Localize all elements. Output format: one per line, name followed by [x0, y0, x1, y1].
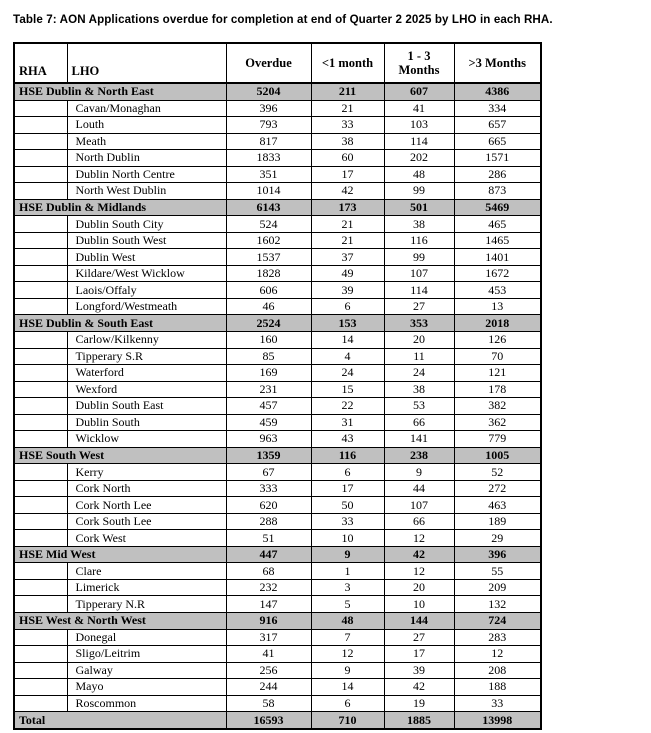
rha-empty-cell — [14, 629, 67, 646]
rha-empty-cell — [14, 117, 67, 134]
value-cell: 351 — [226, 166, 311, 183]
lho-name-cell: Roscommon — [67, 695, 226, 712]
value-cell: 396 — [226, 100, 311, 117]
lho-name-cell: Tipperary S.R — [67, 348, 226, 365]
value-cell: 5204 — [226, 83, 311, 100]
table-body — [14, 83, 541, 729]
table-row-lho — [14, 282, 541, 299]
value-cell: 55 — [454, 563, 541, 580]
value-cell: 17 — [384, 646, 454, 663]
value-cell: 607 — [384, 83, 454, 100]
table-row-lho — [14, 331, 541, 348]
table-row-lho — [14, 133, 541, 150]
value-cell: 46 — [226, 298, 311, 315]
lho-name-cell: Mayo — [67, 679, 226, 696]
value-cell: 107 — [384, 497, 454, 514]
value-cell: 48 — [384, 166, 454, 183]
lho-name-cell: Dublin South West — [67, 232, 226, 249]
value-cell: 10 — [384, 596, 454, 613]
table-row-lho — [14, 398, 541, 415]
lho-name-cell: Louth — [67, 117, 226, 134]
value-cell: 817 — [226, 133, 311, 150]
value-cell: 15 — [311, 381, 384, 398]
value-cell: 141 — [384, 431, 454, 448]
value-cell: 14 — [311, 679, 384, 696]
column-header-lho: LHO — [67, 43, 226, 83]
value-cell: 232 — [226, 579, 311, 596]
lho-name-cell: North West Dublin — [67, 183, 226, 200]
value-cell: 244 — [226, 679, 311, 696]
rha-group-label-cell: HSE Mid West — [14, 546, 226, 563]
value-cell: 12 — [384, 530, 454, 547]
rha-empty-cell — [14, 381, 67, 398]
value-cell: 13998 — [454, 712, 541, 729]
value-cell: 793 — [226, 117, 311, 134]
value-cell: 256 — [226, 662, 311, 679]
lho-name-cell: Cork North — [67, 480, 226, 497]
rha-empty-cell — [14, 414, 67, 431]
value-cell: 6143 — [226, 199, 311, 216]
value-cell: 38 — [384, 216, 454, 233]
value-cell: 114 — [384, 282, 454, 299]
rha-group-label-cell: HSE Dublin & South East — [14, 315, 226, 332]
table-row-lho — [14, 530, 541, 547]
lho-name-cell: Dublin West — [67, 249, 226, 266]
rha-empty-cell — [14, 563, 67, 580]
value-cell: 60 — [311, 150, 384, 167]
value-cell: 1885 — [384, 712, 454, 729]
value-cell: 1602 — [226, 232, 311, 249]
value-cell: 286 — [454, 166, 541, 183]
value-cell: 3 — [311, 579, 384, 596]
value-cell: 288 — [226, 513, 311, 530]
value-cell: 209 — [454, 579, 541, 596]
lho-name-cell: Dublin North Centre — [67, 166, 226, 183]
value-cell: 33 — [311, 513, 384, 530]
rha-empty-cell — [14, 282, 67, 299]
header-row — [14, 43, 541, 83]
value-cell: 68 — [226, 563, 311, 580]
rha-empty-cell — [14, 497, 67, 514]
value-cell: 52 — [454, 464, 541, 481]
lho-name-cell: Wexford — [67, 381, 226, 398]
value-cell: 173 — [311, 199, 384, 216]
value-cell: 501 — [384, 199, 454, 216]
value-cell: 396 — [454, 546, 541, 563]
value-cell: 70 — [454, 348, 541, 365]
value-cell: 27 — [384, 629, 454, 646]
rha-empty-cell — [14, 100, 67, 117]
value-cell: 99 — [384, 249, 454, 266]
value-cell: 20 — [384, 331, 454, 348]
lho-name-cell: Longford/Westmeath — [67, 298, 226, 315]
value-cell: 21 — [311, 232, 384, 249]
lho-name-cell: Wicklow — [67, 431, 226, 448]
value-cell: 465 — [454, 216, 541, 233]
value-cell: 7 — [311, 629, 384, 646]
rha-empty-cell — [14, 265, 67, 282]
rha-empty-cell — [14, 249, 67, 266]
value-cell: 44 — [384, 480, 454, 497]
value-cell: 121 — [454, 365, 541, 382]
value-cell: 1465 — [454, 232, 541, 249]
value-cell: 66 — [384, 414, 454, 431]
value-cell: 202 — [384, 150, 454, 167]
lho-name-cell: Dublin South City — [67, 216, 226, 233]
value-cell: 4386 — [454, 83, 541, 100]
value-cell: 144 — [384, 613, 454, 630]
value-cell: 873 — [454, 183, 541, 200]
rha-empty-cell — [14, 331, 67, 348]
value-cell: 963 — [226, 431, 311, 448]
column-header-lt1month: <1 month — [311, 43, 384, 83]
value-cell: 107 — [384, 265, 454, 282]
value-cell: 231 — [226, 381, 311, 398]
rha-empty-cell — [14, 298, 67, 315]
value-cell: 33 — [311, 117, 384, 134]
table-row-rha-group — [14, 447, 541, 464]
value-cell: 4 — [311, 348, 384, 365]
rha-empty-cell — [14, 480, 67, 497]
table-row-lho — [14, 166, 541, 183]
value-cell: 37 — [311, 249, 384, 266]
value-cell: 916 — [226, 613, 311, 630]
value-cell: 153 — [311, 315, 384, 332]
lho-name-cell: Cork West — [67, 530, 226, 547]
lho-name-cell: Kerry — [67, 464, 226, 481]
lho-name-cell: Cork South Lee — [67, 513, 226, 530]
column-header-1to3months: 1 - 3 Months — [384, 43, 454, 83]
value-cell: 6 — [311, 298, 384, 315]
value-cell: 453 — [454, 282, 541, 299]
value-cell: 9 — [311, 546, 384, 563]
value-cell: 42 — [384, 546, 454, 563]
table-row-lho — [14, 513, 541, 530]
rha-group-label-cell: HSE Dublin & North East — [14, 83, 226, 100]
aon-overdue-table — [13, 42, 542, 730]
table-row-lho — [14, 365, 541, 382]
value-cell: 188 — [454, 679, 541, 696]
value-cell: 39 — [384, 662, 454, 679]
rha-empty-cell — [14, 232, 67, 249]
table-row-lho — [14, 497, 541, 514]
table-row-lho — [14, 629, 541, 646]
lho-name-cell: Cavan/Monaghan — [67, 100, 226, 117]
value-cell: 169 — [226, 365, 311, 382]
lho-name-cell: Galway — [67, 662, 226, 679]
value-cell: 1005 — [454, 447, 541, 464]
value-cell: 29 — [454, 530, 541, 547]
value-cell: 67 — [226, 464, 311, 481]
rha-empty-cell — [14, 150, 67, 167]
value-cell: 1828 — [226, 265, 311, 282]
value-cell: 5 — [311, 596, 384, 613]
lho-name-cell: Tipperary N.R — [67, 596, 226, 613]
value-cell: 657 — [454, 117, 541, 134]
value-cell: 724 — [454, 613, 541, 630]
value-cell: 126 — [454, 331, 541, 348]
value-cell: 6 — [311, 695, 384, 712]
lho-name-cell: Carlow/Kilkenny — [67, 331, 226, 348]
table-row-lho — [14, 117, 541, 134]
rha-empty-cell — [14, 646, 67, 663]
table-caption: Table 7: AON Applications overdue for completion at end of Quarter 2 2025 by LHO in each RHA. — [13, 13, 553, 26]
table-row-lho — [14, 265, 541, 282]
table-row-lho — [14, 414, 541, 431]
lho-name-cell: Clare — [67, 563, 226, 580]
value-cell: 21 — [311, 216, 384, 233]
value-cell: 1 — [311, 563, 384, 580]
table-row-rha-group — [14, 315, 541, 332]
value-cell: 12 — [384, 563, 454, 580]
table-row-lho — [14, 348, 541, 365]
rha-empty-cell — [14, 431, 67, 448]
lho-name-cell: North Dublin — [67, 150, 226, 167]
value-cell: 11 — [384, 348, 454, 365]
table-row-lho — [14, 232, 541, 249]
column-header-gt3months: >3 Months — [454, 43, 541, 83]
column-header-rha: RHA — [14, 43, 67, 83]
value-cell: 14 — [311, 331, 384, 348]
value-cell: 272 — [454, 480, 541, 497]
value-cell: 317 — [226, 629, 311, 646]
value-cell: 20 — [384, 579, 454, 596]
rha-empty-cell — [14, 183, 67, 200]
value-cell: 1401 — [454, 249, 541, 266]
value-cell: 160 — [226, 331, 311, 348]
lho-name-cell: Kildare/West Wicklow — [67, 265, 226, 282]
table-row-lho — [14, 150, 541, 167]
value-cell: 463 — [454, 497, 541, 514]
value-cell: 21 — [311, 100, 384, 117]
rha-empty-cell — [14, 464, 67, 481]
rha-group-label-cell: HSE West & North West — [14, 613, 226, 630]
rha-empty-cell — [14, 365, 67, 382]
table-row-lho — [14, 563, 541, 580]
value-cell: 24 — [311, 365, 384, 382]
lho-name-cell: Cork North Lee — [67, 497, 226, 514]
lho-name-cell: Dublin South East — [67, 398, 226, 415]
value-cell: 1571 — [454, 150, 541, 167]
value-cell: 132 — [454, 596, 541, 613]
value-cell: 382 — [454, 398, 541, 415]
table-row-lho — [14, 216, 541, 233]
table-row-lho — [14, 431, 541, 448]
value-cell: 31 — [311, 414, 384, 431]
value-cell: 457 — [226, 398, 311, 415]
value-cell: 459 — [226, 414, 311, 431]
value-cell: 49 — [311, 265, 384, 282]
column-header-overdue: Overdue — [226, 43, 311, 83]
rha-empty-cell — [14, 530, 67, 547]
lho-name-cell: Meath — [67, 133, 226, 150]
value-cell: 1537 — [226, 249, 311, 266]
rha-empty-cell — [14, 348, 67, 365]
rha-group-label-cell: HSE Dublin & Midlands — [14, 199, 226, 216]
table-row-rha-group — [14, 199, 541, 216]
value-cell: 38 — [311, 133, 384, 150]
table-row-total — [14, 712, 541, 729]
value-cell: 17 — [311, 480, 384, 497]
value-cell: 12 — [454, 646, 541, 663]
lho-name-cell: Laois/Offaly — [67, 282, 226, 299]
rha-empty-cell — [14, 133, 67, 150]
value-cell: 211 — [311, 83, 384, 100]
value-cell: 33 — [454, 695, 541, 712]
value-cell: 333 — [226, 480, 311, 497]
value-cell: 283 — [454, 629, 541, 646]
value-cell: 1014 — [226, 183, 311, 200]
value-cell: 58 — [226, 695, 311, 712]
rha-empty-cell — [14, 216, 67, 233]
value-cell: 710 — [311, 712, 384, 729]
value-cell: 178 — [454, 381, 541, 398]
value-cell: 53 — [384, 398, 454, 415]
value-cell: 27 — [384, 298, 454, 315]
rha-empty-cell — [14, 579, 67, 596]
table-row-lho — [14, 596, 541, 613]
table-row-lho — [14, 381, 541, 398]
table-row-lho — [14, 480, 541, 497]
value-cell: 334 — [454, 100, 541, 117]
value-cell: 43 — [311, 431, 384, 448]
value-cell: 6 — [311, 464, 384, 481]
value-cell: 85 — [226, 348, 311, 365]
table-row-lho — [14, 464, 541, 481]
table-row-rha-group — [14, 83, 541, 100]
value-cell: 362 — [454, 414, 541, 431]
value-cell: 42 — [311, 183, 384, 200]
value-cell: 9 — [384, 464, 454, 481]
value-cell: 42 — [384, 679, 454, 696]
value-cell: 147 — [226, 596, 311, 613]
value-cell: 41 — [226, 646, 311, 663]
value-cell: 116 — [384, 232, 454, 249]
table-row-lho — [14, 579, 541, 596]
value-cell: 16593 — [226, 712, 311, 729]
value-cell: 51 — [226, 530, 311, 547]
value-cell: 1833 — [226, 150, 311, 167]
rha-empty-cell — [14, 166, 67, 183]
value-cell: 2524 — [226, 315, 311, 332]
table-row-lho — [14, 662, 541, 679]
lho-name-cell: Donegal — [67, 629, 226, 646]
rha-empty-cell — [14, 513, 67, 530]
rha-empty-cell — [14, 596, 67, 613]
lho-name-cell: Sligo/Leitrim — [67, 646, 226, 663]
value-cell: 208 — [454, 662, 541, 679]
table-row-lho — [14, 298, 541, 315]
value-cell: 116 — [311, 447, 384, 464]
value-cell: 22 — [311, 398, 384, 415]
rha-empty-cell — [14, 679, 67, 696]
total-label-cell: Total — [14, 712, 226, 729]
value-cell: 13 — [454, 298, 541, 315]
value-cell: 10 — [311, 530, 384, 547]
table-row-lho — [14, 100, 541, 117]
lho-name-cell: Limerick — [67, 579, 226, 596]
rha-empty-cell — [14, 662, 67, 679]
value-cell: 48 — [311, 613, 384, 630]
value-cell: 17 — [311, 166, 384, 183]
value-cell: 620 — [226, 497, 311, 514]
value-cell: 99 — [384, 183, 454, 200]
lho-name-cell: Waterford — [67, 365, 226, 382]
value-cell: 19 — [384, 695, 454, 712]
rha-group-label-cell: HSE South West — [14, 447, 226, 464]
value-cell: 447 — [226, 546, 311, 563]
value-cell: 39 — [311, 282, 384, 299]
value-cell: 1672 — [454, 265, 541, 282]
table-row-rha-group — [14, 546, 541, 563]
value-cell: 103 — [384, 117, 454, 134]
value-cell: 238 — [384, 447, 454, 464]
lho-name-cell: Dublin South — [67, 414, 226, 431]
table-row-lho — [14, 249, 541, 266]
value-cell: 12 — [311, 646, 384, 663]
value-cell: 5469 — [454, 199, 541, 216]
value-cell: 2018 — [454, 315, 541, 332]
rha-empty-cell — [14, 398, 67, 415]
value-cell: 41 — [384, 100, 454, 117]
table-row-lho — [14, 679, 541, 696]
value-cell: 606 — [226, 282, 311, 299]
value-cell: 38 — [384, 381, 454, 398]
value-cell: 189 — [454, 513, 541, 530]
table-row-lho — [14, 646, 541, 663]
value-cell: 665 — [454, 133, 541, 150]
value-cell: 114 — [384, 133, 454, 150]
value-cell: 50 — [311, 497, 384, 514]
rha-empty-cell — [14, 695, 67, 712]
table-row-rha-group — [14, 613, 541, 630]
table-row-lho — [14, 183, 541, 200]
value-cell: 524 — [226, 216, 311, 233]
value-cell: 353 — [384, 315, 454, 332]
value-cell: 9 — [311, 662, 384, 679]
table-header — [14, 43, 541, 83]
value-cell: 1359 — [226, 447, 311, 464]
value-cell: 66 — [384, 513, 454, 530]
table-row-lho — [14, 695, 541, 712]
value-cell: 24 — [384, 365, 454, 382]
value-cell: 779 — [454, 431, 541, 448]
